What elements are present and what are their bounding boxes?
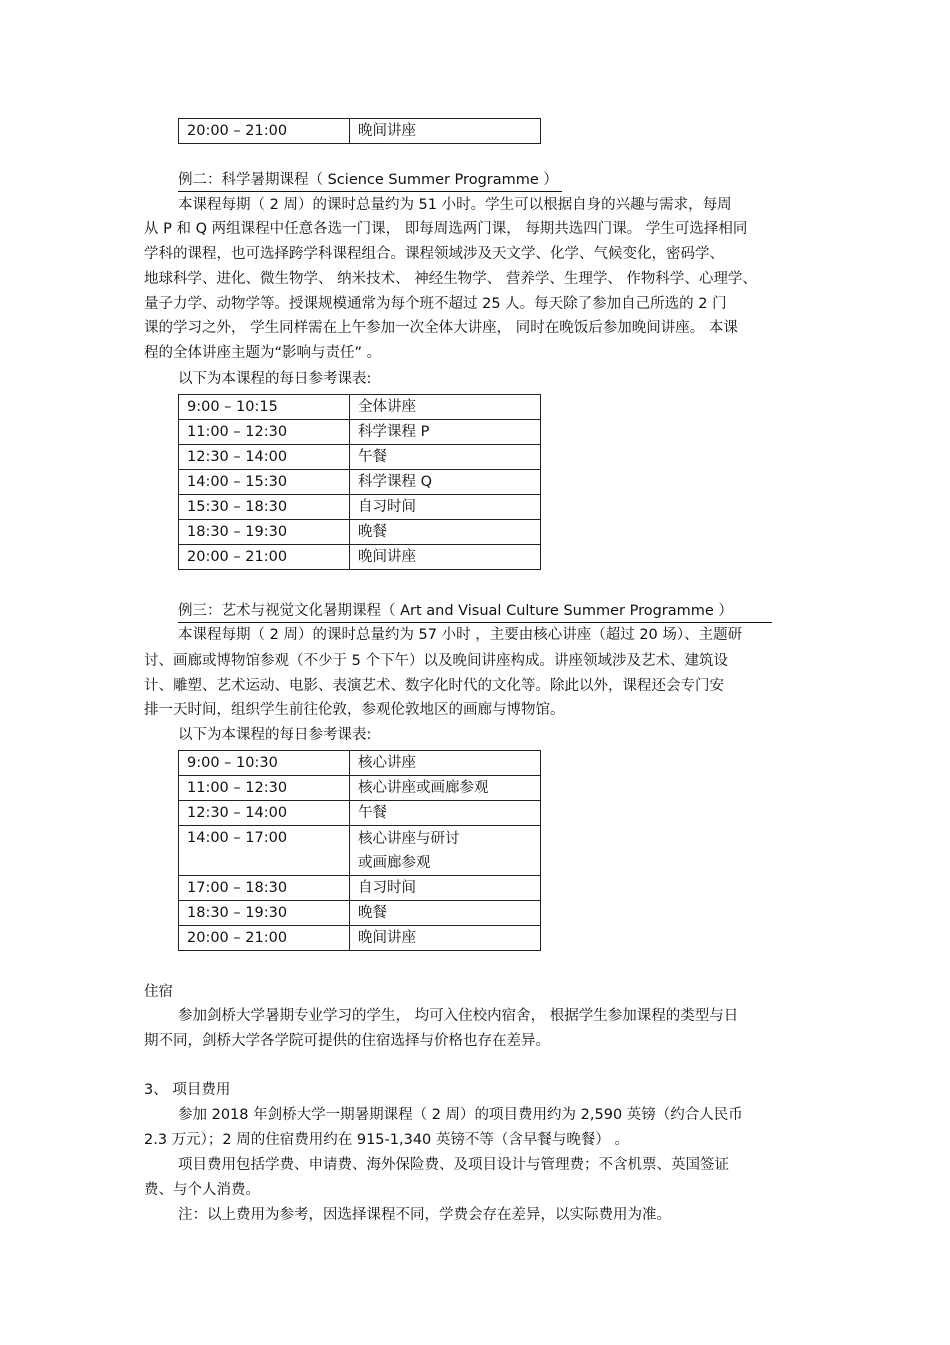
activity-cell: 科学课程 P (350, 420, 541, 445)
time-cell: 11:00 – 12:30 (179, 776, 350, 801)
activity-cell: 晚间讲座 (350, 926, 541, 951)
paragraph-line: 学科的课程，也可选择跨学科课程组合。课程领域涉及天文学、化学、气候变化，密码学、 (144, 246, 724, 262)
activity-cell: 核心讲座或画廊参观 (350, 776, 541, 801)
paragraph-line: 2.3 万元）；2 周的住宿费用约在 915-1,340 英镑不等（含早餐与晚餐） 。 (144, 1132, 629, 1148)
activity-cell: 晚间讲座 (350, 545, 541, 570)
science-programme-heading: 例二：科学暑期课程（ Science Summer Programme ） (178, 173, 562, 192)
paragraph-line: 课的学习之外， 学生同样需在上午参加一次全体大讲座， 同时在晚饭后参加晚间讲座。 本课 (144, 320, 738, 336)
table-row (179, 395, 541, 420)
table-row (179, 826, 541, 876)
time-cell: 20:00 – 21:00 (179, 926, 350, 951)
paragraph-line: 排一天时间，组织学生前往伦敦，参观伦敦地区的画廊与博物馆。 (144, 702, 565, 718)
paragraph-line: 本课程每期（ 2 周）的课时总量约为 51 小时。学生可以根据自身的兴趣与需求，每周 (178, 197, 732, 213)
art-schedule-table (178, 750, 541, 951)
time-cell: 18:30 – 19:30 (179, 520, 350, 545)
paragraph-line: 项目费用包括学费、申请费、海外保险费、及项目设计与管理费；不含机票、英国签证 (178, 1157, 729, 1173)
activity-cell: 自习时间 (350, 876, 541, 901)
table-row (179, 470, 541, 495)
time-cell: 9:00 – 10:30 (179, 751, 350, 776)
activity-cell: 核心讲座与研讨 或画廊参观 (350, 826, 541, 876)
paragraph-line: 本课程每期（ 2 周）的课时总量约为 57 小时 ，主要由核心讲座（超过 20 场）、主题研 (178, 627, 743, 643)
table-row (179, 119, 541, 144)
activity-cell: 自习时间 (350, 495, 541, 520)
activity-cell: 核心讲座 (350, 751, 541, 776)
time-cell: 11:00 – 12:30 (179, 420, 350, 445)
paragraph-line: 参加剑桥大学暑期专业学习的学生， 均可入住校内宿舍， 根据学生参加课程的类型与日 (178, 1008, 739, 1024)
activity-cell: 科学课程 Q (350, 470, 541, 495)
time-cell: 17:00 – 18:30 (179, 876, 350, 901)
table-row (179, 420, 541, 445)
paragraph-line: 计、雕塑、艺术运动、电影、表演艺术、数字化时代的文化等。除此以外，课程还会专门安 (144, 678, 724, 694)
table-row (179, 801, 541, 826)
art-programme-heading: 例三：艺术与视觉文化暑期课程（ Art and Visual Culture Summer Programme ） (178, 604, 772, 623)
table-row (179, 445, 541, 470)
table-row (179, 776, 541, 801)
paragraph-line: 从 P 和 Q 两组课程中任意各选一门课， 即每周选两门课， 每期共选四门课。 学生可选择相同 (144, 221, 748, 237)
paragraph-line: 费、与个人消费。 (144, 1182, 260, 1198)
table-row (179, 545, 541, 570)
time-cell: 18:30 – 19:30 (179, 901, 350, 926)
schedule-table-continued (178, 118, 541, 144)
table-row (179, 901, 541, 926)
science-schedule-table (178, 394, 541, 570)
paragraph-line: 量子力学、动物学等。授课规模通常为每个班不超过 25 人。每天除了参加自己所选的 2 门 (144, 296, 727, 312)
activity-cell: 晚餐 (350, 520, 541, 545)
fees-heading: 3、 项目费用 (144, 1082, 231, 1098)
time-cell: 12:30 – 14:00 (179, 445, 350, 470)
time-cell: 14:00 – 15:30 (179, 470, 350, 495)
table-row (179, 495, 541, 520)
activity-cell: 午餐 (350, 801, 541, 826)
table-row (179, 751, 541, 776)
table-row (179, 876, 541, 901)
time-cell: 15:30 – 18:30 (179, 495, 350, 520)
table-intro: 以下为本课程的每日参考课表: (178, 727, 372, 743)
paragraph-line: 地球科学、进化、微生物学、 纳米技术、 神经生物学、 营养学、生理学、 作物科学、心理学、 (144, 271, 757, 287)
activity-cell: 午餐 (350, 445, 541, 470)
paragraph-line: 程的全体讲座主题为“影响与责任” 。 (144, 345, 382, 361)
paragraph-line: 讨、画廊或博物馆参观（不少于 5 个下午）以及晚间讲座构成。讲座领域涉及艺术、建筑设 (144, 653, 728, 669)
time-cell: 20:00 – 21:00 (179, 119, 350, 144)
table-row (179, 520, 541, 545)
paragraph-line: 期不同，剑桥大学各学院可提供的住宿选择与价格也存在差异。 (144, 1033, 550, 1049)
paragraph-line: 参加 2018 年剑桥大学一期暑期课程（ 2 周）的项目费用约为 2,590 英镑（约合人民币 (178, 1107, 743, 1123)
time-cell: 9:00 – 10:15 (179, 395, 350, 420)
accommodation-heading: 住宿 (144, 984, 173, 1000)
time-cell: 20:00 – 21:00 (179, 545, 350, 570)
activity-cell: 晚间讲座 (350, 119, 541, 144)
fees-note: 注：以上费用为参考，因选择课程不同，学费会存在差异，以实际费用为准。 (178, 1207, 671, 1223)
activity-cell: 晚餐 (350, 901, 541, 926)
table-row (179, 926, 541, 951)
table-intro: 以下为本课程的每日参考课表: (178, 371, 372, 387)
time-cell: 14:00 – 17:00 (179, 826, 350, 876)
activity-cell: 全体讲座 (350, 395, 541, 420)
time-cell: 12:30 – 14:00 (179, 801, 350, 826)
